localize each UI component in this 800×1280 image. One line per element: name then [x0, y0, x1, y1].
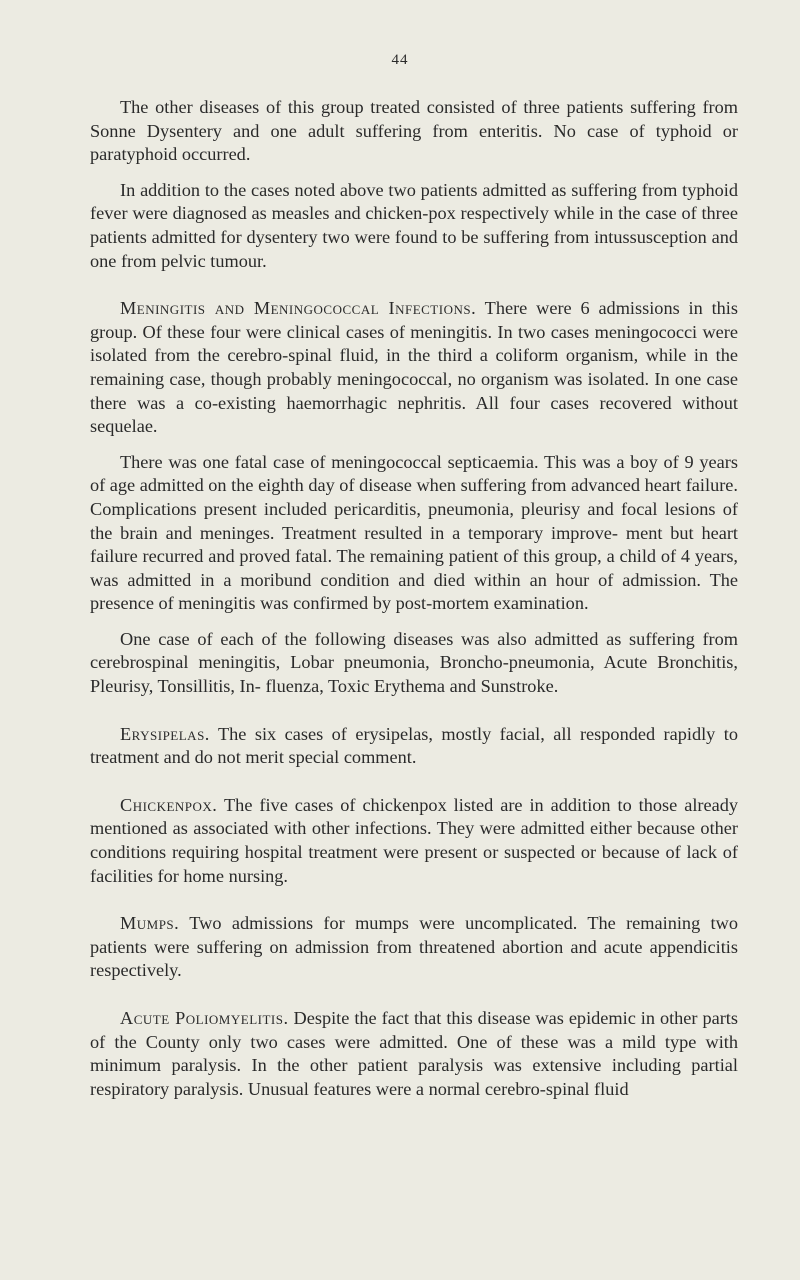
section-heading: Chickenpox.	[120, 794, 218, 815]
paragraph-text: In addition to the cases noted above two patients admitted as suffering from typhoid fever were diagnosed as measles and chicken-pox respectively while in the case of three patients admitted for dysentery two were found to be suffering from intussusception and one from pelvic tumour.	[90, 179, 738, 271]
paragraph-text: The six cases of erysipelas, mostly facial, all responded rapidly to treatment and do not merit special comment.	[90, 723, 738, 768]
section-heading: Meningitis and Meningococcal Infections.	[120, 298, 477, 319]
section-heading: Acute Poliomyelitis.	[120, 1008, 289, 1028]
paragraph-text: There was one fatal case of meningococcal septicaemia. This was a boy of 9 years of age admitted on the eighth day of disease when suffering from advanced heart failure. Complications present included pericarditis, pneumonia, pleurisy and focal lesions of the brain and meninges. Treatment resulted in a temporary improve- ment but heart failure recurred and proved fatal. The remaining patient of this group, a child of 4 years, was admitted in a moribund condition and died within an hour of admission. The presence of meningitis was confirmed by post-mortem examination.	[90, 451, 738, 614]
paragraph-misdiagnosed-admissions	[90, 179, 738, 273]
paragraph-meningococcal-septicaemia	[90, 451, 738, 616]
body-text	[90, 96, 738, 1101]
page-number: 44	[391, 52, 409, 68]
paragraph-text: Despite the fact that this disease was epidemic in other parts of the County only two cases were admitted. One of these was a mild type with minimum paralysis. In the other patient paralysis was extensive including partial respiratory paralysis. Unusual features were a normal cerebro-spinal fluid	[90, 1008, 738, 1099]
paragraph-text: The five cases of chickenpox listed are in addition to those already mentioned as associated with other infections. They were admitted either because other conditions requiring hospital treatment were present or suspected or because of lack of facilities for home nursing.	[90, 794, 738, 886]
paragraph-text: Two admissions for mumps were uncomplicated. The remaining two patients were suffering on admission from threatened abortion and acute appendicitis respectively.	[90, 913, 738, 981]
section-mumps	[90, 912, 738, 983]
section-erysipelas	[90, 723, 738, 770]
paragraph-single-cases	[90, 628, 738, 699]
section-heading: Mumps.	[120, 913, 180, 934]
paragraph-other-diseases	[90, 96, 738, 167]
paragraph-text: The other diseases of this group treated consisted of three patients suffering from Sonne Dysentery and one adult suffering from enteritis. No case of typhoid or paratyphoid occurred.	[90, 97, 738, 165]
section-heading: Erysipelas.	[120, 723, 210, 744]
section-meningitis	[90, 297, 738, 439]
section-chickenpox	[90, 794, 738, 888]
section-acute-poliomyelitis	[90, 1007, 738, 1101]
paragraph-text: There were 6 admissions in this group. Of these four were clinical cases of meningitis. In two cases meningococci were isolated from the cerebro-spinal fluid, in the third a coliform organism, while in the remaining case, though probably meningococcal, no organism was isolated. In one case there was a co-existing haemorrhagic nephritis. All four cases recovered without sequelae.	[90, 298, 738, 437]
paragraph-text: One case of each of the following diseases was also admitted as suffering from cerebrospinal meningitis, Lobar pneumonia, Broncho-pneumonia, Acute Bronchitis, Pleurisy, Tonsillitis, In- fluenza, Toxic Erythema and Sunstroke.	[90, 628, 738, 697]
